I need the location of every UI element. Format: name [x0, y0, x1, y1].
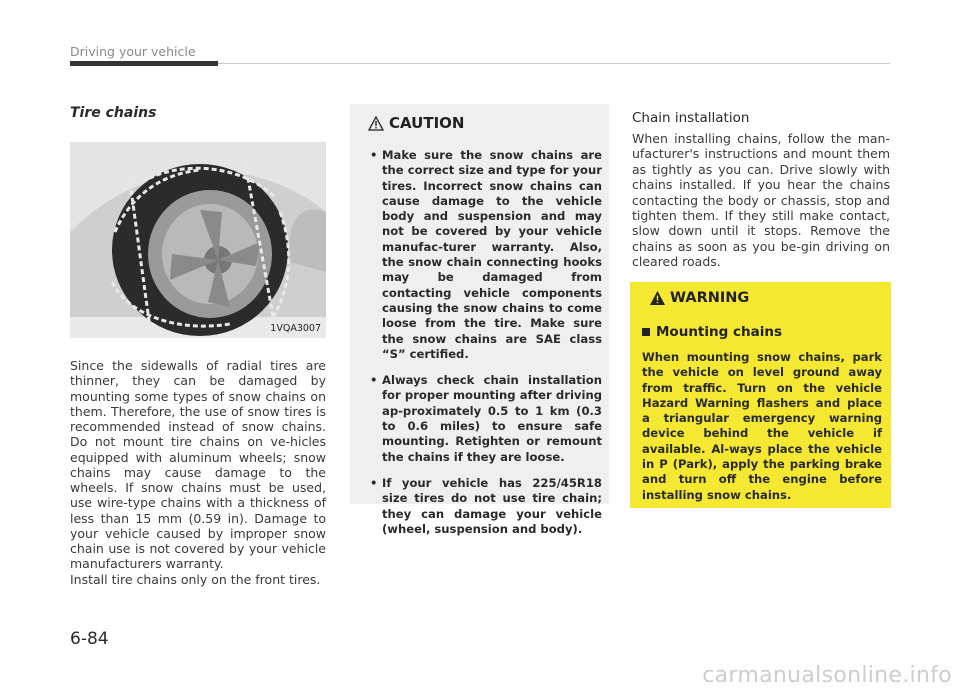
chain-installation-heading: Chain installation — [632, 110, 750, 126]
warning-box — [630, 282, 891, 508]
warning-heading — [649, 290, 749, 306]
chain-installation-text: When installing chains, follow the man-ufacturer's instructions and mount them as tightly as you can. Drive slowly with chains installed. If you hear the chains contacting the body or chassis, stop and tighten them. If they still make contact, slow down until it stops. Remove the chains as soon as you be-gin driving on cleared roads. — [632, 131, 890, 270]
tire-chain-illustration — [70, 142, 326, 338]
caution-item: • Always check chain installation for proper mounting after driving ap-proximately 0.5 to 1 km (0.3 to 0.6 miles) to ensure safe mounting. Retighten or remount the chains if they are loose. — [370, 373, 602, 465]
section-title: Tire chains — [70, 105, 157, 121]
header-section-title: Driving your vehicle — [70, 44, 196, 59]
caution-box — [350, 104, 609, 536]
warning-triangle-icon — [649, 290, 666, 306]
caution-list — [370, 148, 602, 548]
caution-heading — [368, 114, 464, 132]
header-bar — [70, 61, 218, 66]
warning-title: WARNING — [670, 290, 750, 306]
header-rule — [218, 63, 890, 64]
caution-item: • If your vehicle has 225/45R18 size tires do not use tire chain; they can damage your vehicle (wheel, suspension and body). — [370, 476, 602, 537]
paragraph: Install tire chains only on the front tires. — [70, 571, 321, 587]
square-bullet-icon — [642, 328, 650, 336]
warning-subheading-text: Mounting chains — [656, 324, 782, 340]
warning-text: When mounting snow chains, park the vehicle on level ground away from traffic. Turn on the vehicle Hazard Warning flashers and place a triangular emergency warning device behind the vehicle if available. Al-ways place the vehicle in P (Park), apply the parking brake and turn off the engine before installing snow chains. — [642, 350, 882, 502]
warning-triangle-icon — [368, 116, 384, 131]
caution-title: CAUTION — [389, 114, 465, 132]
tire-chains-text — [70, 358, 326, 587]
caution-item: • Make sure the snow chains are the correct size and type for your tires. Incorrect snow chains can cause damage to the vehicle body and suspension and may not be covered by your vehicle manufac-turer warranty. Also, the snow chain connecting hooks may be damaged from contacting vehicle components causing the snow chains to come loose from the tire. Make sure the snow chains are SAE class “S” certified. — [370, 148, 602, 362]
watermark: carmanualsonline.info — [702, 663, 952, 688]
tire-chain-figure — [70, 142, 326, 338]
figure-code: 1VQA3007 — [270, 323, 321, 334]
paragraph: Since the sidewalls of radial tires are thinner, they can be damaged by mounting some types of snow chains on them. Therefore, the use of snow tires is recommended instead of snow chains. Do not mount tire chains on ve-hicles equipped with aluminum wheels; snow chains may cause damage to the wheels. If snow chains must be used, use wire-type chains with a thickness of less than 15 mm (0.59 in). Damage to your vehicle caused by improper snow chain use is not covered by your vehicle manufacturers warranty. — [70, 358, 326, 572]
warning-subheading — [642, 324, 782, 340]
page-number: 6-84 — [70, 629, 109, 649]
